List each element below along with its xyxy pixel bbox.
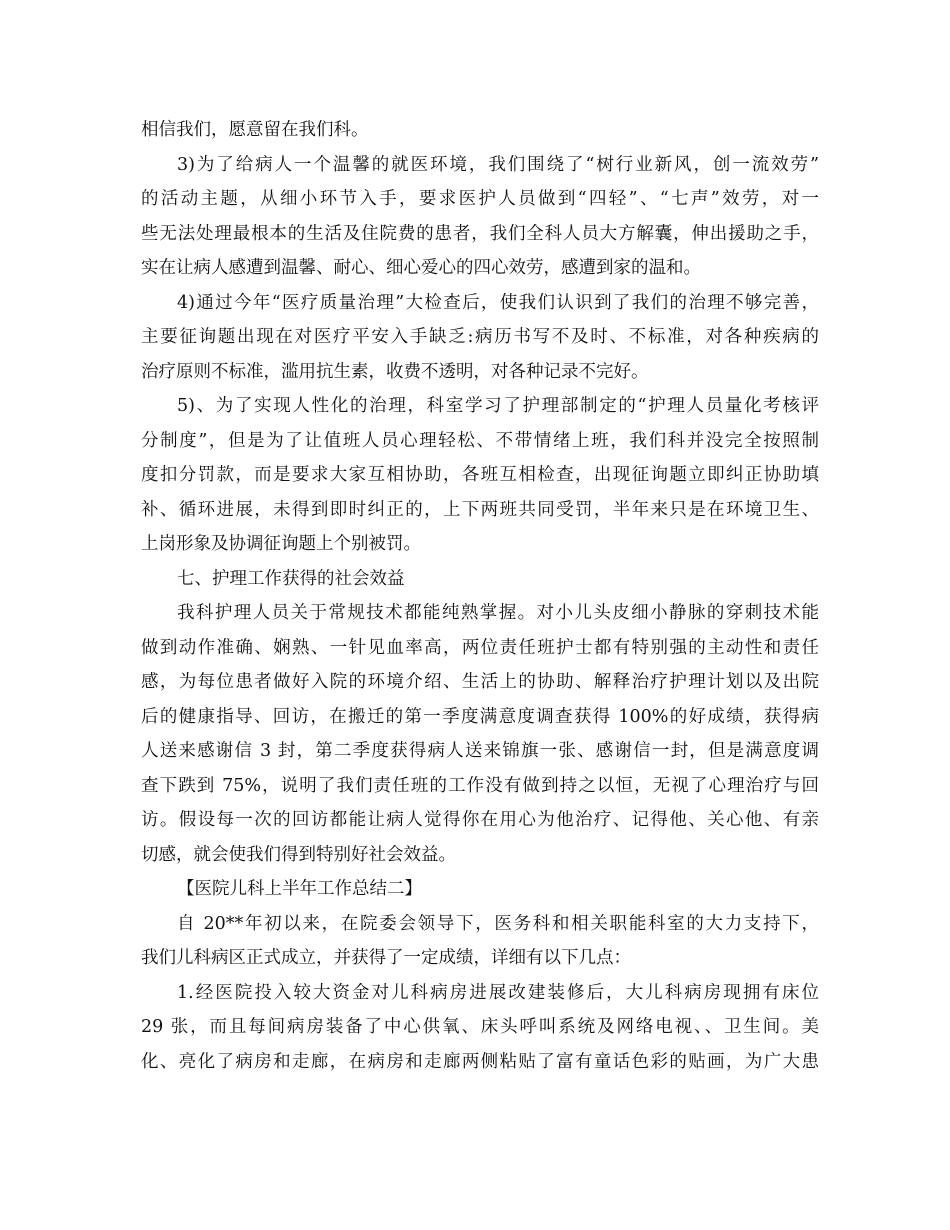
text-line: 感，为每位患者做好入院的环境介绍、生活上的协助、解释治疗护理计划以及出院: [141, 672, 819, 692]
text-line: 我们儿科病区正式成立，并获得了一定成绩，详细有以下几点：: [141, 948, 631, 968]
text-line: 度扣分罚款，而是要求大家互相协助，各班互相检查，出现征询题立即纠正协助填: [141, 465, 819, 485]
text-line: 查下跌到 75%，说明了我们责任班的工作没有做到持之以恒，无视了心理治疗与回: [141, 775, 819, 796]
text-line: 治疗原则不标准，滥用抗生素，收费不透明，对各种记录不完好。: [141, 361, 649, 382]
text-line: 自 20**年初以来，在院委会领导下，医务科和相关职能科室的大力支持下，: [177, 913, 819, 934]
text-line: 【医院儿科上半年工作总结二】: [177, 879, 422, 899]
text-line: 实在让病人感遭到温馨、耐心、细心爱心的四心效劳，感遭到家的温和。: [141, 258, 701, 278]
text-line: 切感，就会使我们得到特别好社会效益。: [141, 844, 456, 865]
text-line: 访。假设每一次的回访都能让病人觉得你在用心为他治疗、记得他、关心他、有亲: [141, 810, 819, 830]
text-line: 化、亮化了病房和走廊，在病房和走廊两侧粘贴了富有童话色彩的贴画，为广大患: [141, 1051, 819, 1072]
text-line: 1.经医院投入较大资金对儿科病房进展改建装修后，大儿科病房现拥有床位: [177, 982, 819, 1003]
text-line: 4)通过今年“医疗质量治理”大检查后，使我们认识到了我们的治理不够完善，: [177, 292, 819, 313]
text-line: 的活动主题，从细小环节入手，要求医护人员做到“四轻”、“七声”效劳，对一: [141, 189, 819, 209]
text-line: 些无法处理最根本的生活及住院费的患者，我们全科人员大方解囊，伸出援助之手，: [141, 223, 819, 244]
text-line: 29 张，而且每间病房装备了中心供氧、床头呼叫系统及网络电视、、卫生间。美: [141, 1017, 819, 1037]
text-line: 主要征询题出现在对医疗平安入手缺乏:病历书写不及时、不标准，对各种疾病的: [141, 327, 819, 347]
text-line: 相信我们，愿意留在我们科。: [141, 120, 369, 140]
text-line: 5)、为了实现人性化的治理，科室学习了护理部制定的“护理人员量化考核评: [177, 396, 819, 416]
text-line: 后的健康指导、回访，在搬迁的第一季度满意度调查获得 100%的好成绩，获得病: [141, 706, 819, 727]
text-line: 做到动作准确、娴熟、一针见血率高，两位责任班护士都有特别强的主动性和责任: [141, 637, 819, 658]
text-line: 七、护理工作获得的社会效益: [177, 568, 405, 589]
text-line: 分制度”，但是为了让值班人员心理轻松、不带情绪上班，我们科并没完全按照制: [141, 430, 819, 451]
document-body: [141, 113, 819, 1079]
text-line: 3)为了给病人一个温馨的就医环境，我们围绕了“树行业新风，创一流效劳”: [177, 154, 819, 175]
text-line: 补、循环进展，未得到即时纠正的，上下两班共同受罚，半年来只是在环境卫生、: [141, 499, 819, 520]
text-line: 人送来感谢信 3 封，第二季度获得病人送来锦旗一张、感谢信一封，但是满意度调: [141, 741, 819, 761]
text-line: 上岗形象及协调征询题上个别被罚。: [141, 534, 421, 554]
text-line: 我科护理人员关于常规技术都能纯熟掌握。对小儿头皮细小静脉的穿刺技术能: [177, 603, 819, 623]
